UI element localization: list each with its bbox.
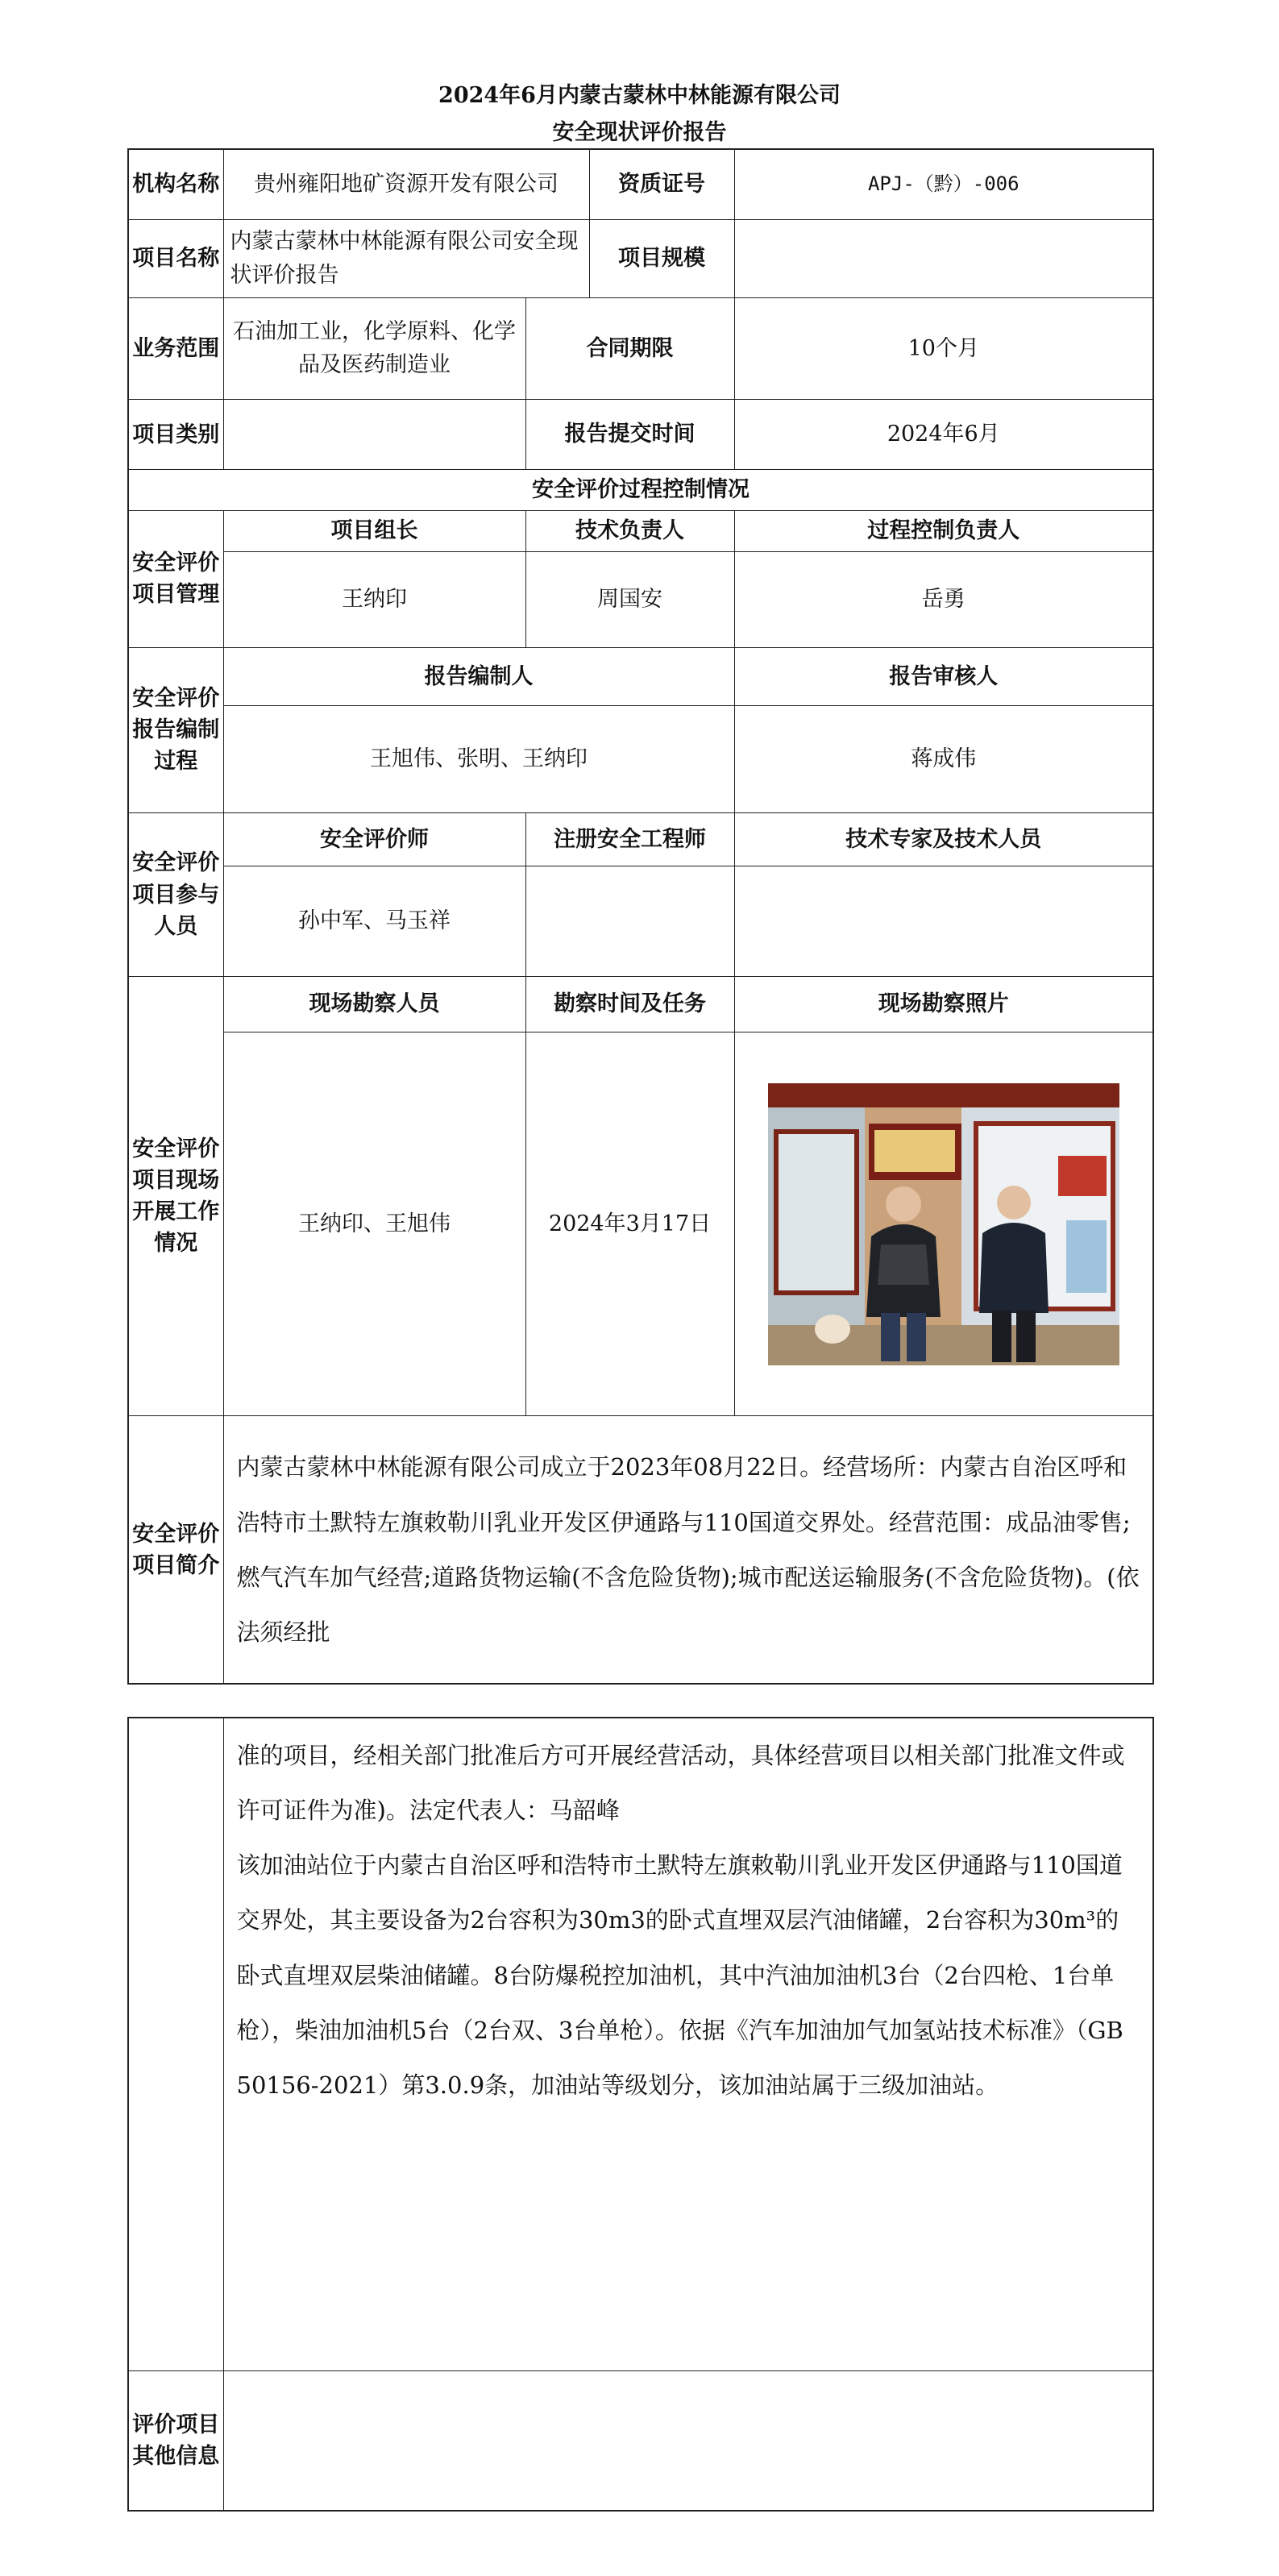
ctrl-header: 过程控制负责人 [734,510,1153,551]
tech-header: 技术负责人 [525,510,734,551]
survey-time-header: 勘察时间及任务 [525,977,734,1032]
site-survey-photo [768,1083,1119,1365]
intro-continued-label-cell [128,1718,223,2370]
doc-title-line2: 安全现状评价报告 [552,120,727,145]
project-name-label: 项目名称 [128,220,223,298]
leader-header: 项目组长 [223,510,525,551]
other-info-value [223,2370,1153,2511]
cert-value: APJ-（黔）-006 [734,149,1153,220]
leader-value: 王纳印 [223,552,525,648]
contract-label: 合同期限 [525,297,734,400]
evaluation-table [127,148,1154,1685]
photo-header: 现场勘察照片 [734,977,1153,1032]
org-value: 贵州雍阳地矿资源开发有限公司 [223,149,589,220]
mgmt-label: 安全评价项目管理 [128,510,223,647]
other-info-label: 评价项目其他信息 [128,2370,223,2511]
survey-time-value: 2024年3月17日 [525,1032,734,1416]
category-value [223,400,525,470]
site-photo-cell [734,1032,1153,1416]
expert-header: 技术专家及技术人员 [734,813,1153,866]
scale-value [734,220,1153,298]
process-section-title: 安全评价过程控制情况 [128,469,1153,510]
reviewer-value: 蒋成伟 [734,706,1153,813]
compiler-value: 王旭伟、张明、王纳印 [223,706,734,813]
compiler-header: 报告编制人 [223,647,734,705]
staff-label: 安全评价项目参与人员 [128,813,223,977]
scale-label: 项目规模 [589,220,734,298]
org-label: 机构名称 [128,149,223,220]
intro-label: 安全评价项目简介 [128,1416,223,1684]
contract-value: 10个月 [734,297,1153,400]
doc-title-line1: 2024年6月内蒙古蒙林中林能源有限公司 [438,83,841,108]
surveyor-value: 王纳印、王旭伟 [223,1032,525,1416]
compile-label: 安全评价报告编制过程 [128,647,223,812]
category-label: 项目类别 [128,400,223,470]
intro-text-continued [223,1718,1153,2370]
engineer-header: 注册安全工程师 [525,813,734,866]
tech-value: 周国安 [525,552,734,648]
reviewer-header: 报告审核人 [734,647,1153,705]
cert-label: 资质证号 [589,149,734,220]
evaluation-table-continued [127,1717,1154,2512]
expert-value [734,866,1153,977]
intro-text-part2a: 准的项目，经相关部门批准后方可开展经营活动，具体经营项目以相关部门批准文件或许可证件为准)。法定代表人：马韶峰 [236,1742,1125,1825]
site-photo-illustration [768,1083,1119,1365]
engineer-value [525,866,734,977]
project-name-value: 内蒙古蒙林中林能源有限公司安全现状评价报告 [223,220,589,298]
business-value: 石油加工业，化学原料、化学品及医药制造业 [223,297,525,400]
surveyor-header: 现场勘察人员 [223,977,525,1032]
site-work-label: 安全评价项目现场开展工作情况 [128,977,223,1416]
intro-text-part2b: 该加油站位于内蒙古自治区呼和浩特市土默特左旗敕勒川乳业开发区伊通路与110国道交界处，其主要设备为2台容积为30m3的卧式直埋双层汽油储罐，2台容积为30m³的卧式直埋双层柴油储罐。8台防爆税控加油机，其中汽油加油机3台（2台四枪、1台单枪），柴油加油机5台（2台双、3台单枪）。依据《汽车加油加气加氢站技术标准》（GB 50156-2021）第3.0.9条，加油站等级划分，该加油站属于三级加油站。 [236,1851,1123,2099]
ctrl-value: 岳勇 [734,552,1153,648]
submit-time-label: 报告提交时间 [525,400,734,470]
evaluator-header: 安全评价师 [223,813,525,866]
intro-text-part1: 内蒙古蒙林中林能源有限公司成立于2023年08月22日。经营场所：内蒙古自治区呼和浩特市土默特左旗敕勒川乳业开发区伊通路与110国道交界处。经营范围：成品油零售;燃气汽车加气经营;道路货物运输(不含危险货物);城市配送运输服务(不含危险货物)。(依法须经批 [223,1416,1153,1684]
evaluator-value: 孙中军、马玉祥 [223,866,525,977]
business-label: 业务范围 [128,297,223,400]
submit-time-value: 2024年6月 [734,400,1153,470]
